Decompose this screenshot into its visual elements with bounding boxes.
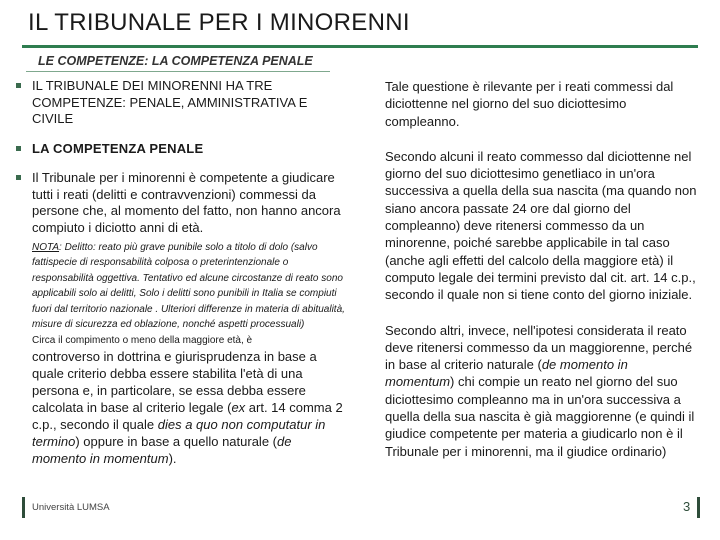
- para-text: Secondo altri, invece, nell'ipotesi considerata il reato deve ritenersi commesso da un maggiorenne, perché in base al criterio naturale (: [385, 322, 693, 373]
- right-column: [385, 78, 697, 478]
- bullet-text: IL TRIBUNALE DEI MINORENNI HA TRE COMPETENZE: PENALE, AMMINISTRATIVA E CIVILE: [32, 78, 308, 126]
- adult-view-paragraph: [385, 322, 697, 460]
- page-number: 3: [683, 499, 691, 514]
- para-text: ) oppure in base a quello naturale (: [75, 434, 277, 450]
- para-text: ) chi compie un reato nel giorno del suo diciottesimo compleanno ma in un'ora successiva a quella della sua nascita è già maggiorenne (e quindi il giudice competente per materia a giudicarlo non è il Tribunale per i minorenni, ma il giudice ordinario): [385, 374, 695, 459]
- nota-label: NOTA: [32, 242, 60, 253]
- para-italic: de momento in momentum: [385, 357, 628, 390]
- bullet-penal-competence: [16, 141, 346, 158]
- para-text: controverso in dottrina e giurisprudenza in base a quale criterio debba essere stabilita l'età di una persona e, in particolare, se essa debba essere calcolata in base al criterio legale (: [32, 349, 317, 416]
- para-text: ).: [168, 451, 177, 467]
- page-title: IL TRIBUNALE PER I MINORENNI: [28, 9, 410, 36]
- subtitle-underline: [26, 71, 330, 72]
- relevance-paragraph: Tale questione è rilevante per i reati commessi dal diciottenne nel giorno del suo diciottesimo compleanno.: [385, 79, 674, 129]
- footer-university: Università LUMSA: [32, 502, 110, 513]
- title-underline: [22, 45, 698, 48]
- para-text: art. 14 comma 2 c.p., secondo il quale: [32, 400, 343, 433]
- para-italic: dies a quo non computatur in termino: [32, 417, 326, 450]
- square-bullet-icon: [16, 146, 21, 151]
- para-italic: ex: [231, 400, 246, 416]
- age-criterion-paragraph: [32, 348, 346, 467]
- square-bullet-icon: [16, 175, 21, 180]
- small-line: Circa il compimento o meno della maggiore età, è: [32, 335, 253, 347]
- footer-right-bar: [697, 497, 700, 518]
- bullet-three-competences: [16, 78, 346, 128]
- bullet-text: Il Tribunale per i minorenni è competente a giudicare tutti i reati (delitti e contravvenzioni) commessi da persone che, al momento del fatto, non hanno ancora compiuto i diciotto anni di età.: [32, 170, 341, 235]
- left-column: [16, 78, 346, 480]
- bullet-tribunal-description: [16, 170, 346, 467]
- subtitle: LE COMPETENZE: LA COMPETENZA PENALE: [38, 54, 313, 68]
- square-bullet-icon: [16, 83, 21, 88]
- nota-block: [32, 240, 346, 332]
- minor-view-paragraph: Secondo alcuni il reato commesso dal diciottenne nel giorno del suo diciottesimo genetliaco in un'ora successiva a quella della sua nascita (ma quando non siano ancora passate 24 ore dal giorno del compleanno) deve ritenersi commesso da un minorenne, poiché sarebbe applicabile in tal caso (anche agli effetti del calcolo della maggiore età) il computo legale dei termini previsto dal cit. art. 14 c.p., secondo il quale non si tiene conto del giorno iniziale.: [385, 148, 697, 303]
- footer-left-bar: [22, 497, 25, 518]
- nota-text: : Delitto: reato più grave punibile solo a titolo di dolo (salvo fattispecie di responsabilità colposa o preterintenzionale o responsabilità oggettiva. Tentativo ed alcune circostanze di reato sono applicabili solo ai delitti, Solo i delitti sono punibili in Italia se compiuti fuori dal territorio nazionale . Ulteriori differenze in materia di abitualità, misure di sicurezza ed oblazione, nonché aspetti processuali): [32, 242, 345, 331]
- para-italic: de momento in momentum: [32, 434, 292, 467]
- bullet-text: LA COMPETENZA PENALE: [32, 140, 204, 156]
